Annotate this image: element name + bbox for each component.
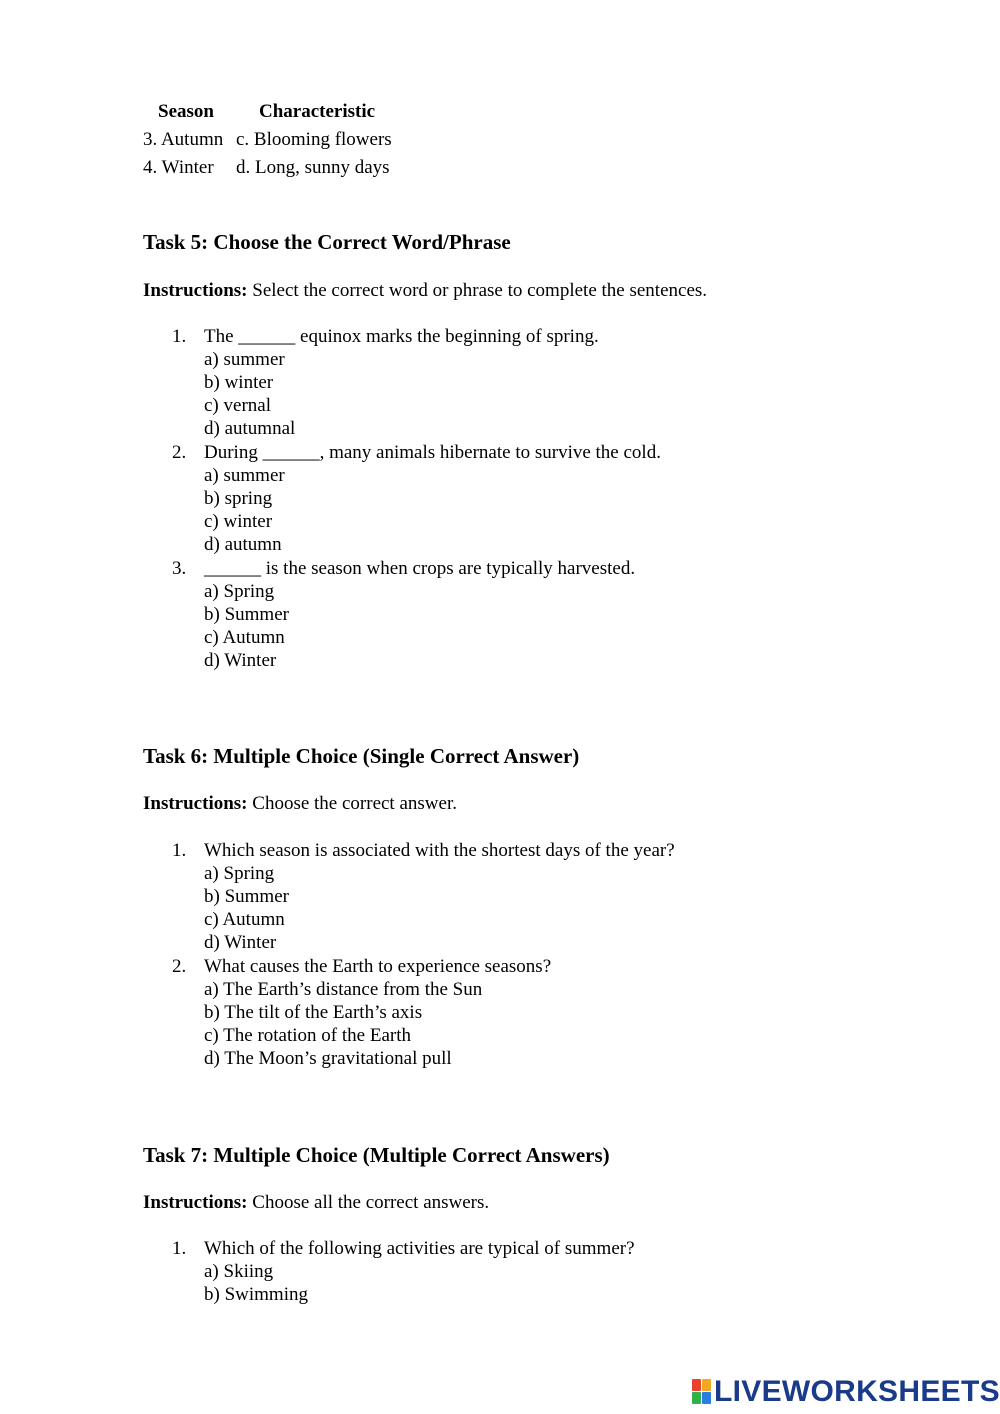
question-text: The ______ equinox marks the beginning of spring. (204, 326, 599, 347)
instructions-label: Instructions: (143, 280, 248, 301)
question-text: During ______, many animals hibernate to survive the cold. (204, 442, 661, 463)
answer-option[interactable]: d) Winter (204, 650, 277, 671)
instructions-label: Instructions: (143, 1192, 248, 1213)
answer-option[interactable]: d) autumnal (204, 418, 296, 439)
task7-instructions (143, 1192, 489, 1214)
instructions-text: Choose all the correct answers. (247, 1192, 490, 1213)
task5-instructions (143, 280, 707, 302)
task5-title: Task 5: Choose the Correct Word/Phrase (143, 230, 511, 254)
answer-option[interactable]: c) Autumn (204, 909, 285, 930)
question-text: Which of the following activities are typical of summer? (204, 1238, 635, 1259)
answer-option[interactable]: b) spring (204, 488, 273, 509)
task7-title: Task 7: Multiple Choice (Multiple Correct Answers) (143, 1143, 610, 1167)
answer-option[interactable]: a) Spring (204, 863, 275, 884)
task6-title: Task 6: Multiple Choice (Single Correct Answer) (143, 744, 580, 768)
answer-option[interactable]: c) vernal (204, 395, 271, 416)
answer-option[interactable]: a) summer (204, 465, 285, 486)
answer-option[interactable]: c) The rotation of the Earth (204, 1025, 411, 1046)
answer-option[interactable]: d) Winter (204, 932, 277, 953)
answer-option[interactable]: b) The tilt of the Earth’s axis (204, 1002, 423, 1023)
table-cell-season: 4. Winter (143, 157, 214, 178)
table-header-season: Season (158, 101, 214, 122)
answer-option[interactable]: b) Swimming (204, 1284, 308, 1305)
instructions-text: Choose the correct answer. (247, 793, 457, 814)
question-number: 2. (172, 956, 187, 977)
answer-option[interactable]: a) Skiing (204, 1261, 274, 1282)
logo-text: LIVEWORKSHEETS (714, 1375, 1000, 1408)
answer-option[interactable]: b) Summer (204, 604, 289, 625)
question-number: 1. (172, 840, 187, 861)
question-number: 3. (172, 558, 187, 579)
question-number: 1. (172, 1238, 187, 1259)
answer-option[interactable]: a) Spring (204, 581, 275, 602)
question-text: Which season is associated with the shortest days of the year? (204, 840, 675, 861)
liveworksheets-logo[interactable] (692, 1375, 1000, 1409)
answer-option[interactable]: c) winter (204, 511, 273, 532)
answer-option[interactable]: d) autumn (204, 534, 282, 555)
instructions-text: Select the correct word or phrase to complete the sentences. (247, 280, 708, 301)
table-cell-season: 3. Autumn (143, 129, 224, 150)
answer-option[interactable]: b) Summer (204, 886, 289, 907)
answer-option[interactable]: a) The Earth’s distance from the Sun (204, 979, 483, 1000)
answer-option[interactable]: c) Autumn (204, 627, 285, 648)
logo-tile (692, 1392, 701, 1404)
question-text: ______ is the season when crops are typically harvested. (204, 558, 636, 579)
table-cell-characteristic: d. Long, sunny days (236, 157, 390, 178)
logo-mark-icon (692, 1379, 712, 1405)
answer-option[interactable]: d) The Moon’s gravitational pull (204, 1048, 452, 1069)
instructions-label: Instructions: (143, 793, 248, 814)
logo-tile (702, 1379, 711, 1391)
logo-tile (692, 1379, 701, 1391)
answer-option[interactable]: a) summer (204, 349, 285, 370)
table-cell-characteristic: c. Blooming flowers (236, 129, 392, 150)
logo-tile (702, 1392, 711, 1404)
answer-option[interactable]: b) winter (204, 372, 274, 393)
question-number: 1. (172, 326, 187, 347)
task6-instructions (143, 793, 457, 815)
question-text: What causes the Earth to experience seasons? (204, 956, 552, 977)
table-header-characteristic: Characteristic (259, 101, 376, 122)
question-number: 2. (172, 442, 187, 463)
